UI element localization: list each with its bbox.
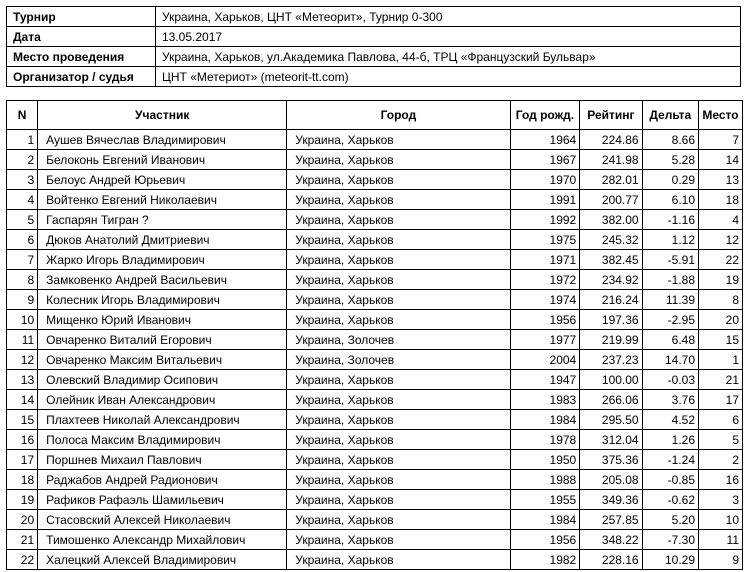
- cell-delta: 1.12: [642, 230, 698, 250]
- tournament-info-table: [6, 6, 741, 87]
- tournament-info-body: [7, 7, 741, 87]
- cell-birth-year: 1974: [510, 290, 580, 310]
- table-row: [7, 310, 743, 330]
- cell-birth-year: 1970: [510, 170, 580, 190]
- cell-city: Украина, Золочев: [287, 350, 510, 370]
- cell-place: 18: [699, 190, 743, 210]
- cell-participant: Рафиков Рафаэль Шамильевич: [38, 490, 287, 510]
- cell-delta: 10.29: [642, 550, 698, 570]
- cell-participant: Гаспарян Тигран ?: [38, 210, 287, 230]
- cell-rating: 295.50: [580, 410, 642, 430]
- cell-number: 21: [7, 530, 38, 550]
- cell-delta: 4.52: [642, 410, 698, 430]
- results-body: [7, 130, 743, 570]
- cell-delta: -0.85: [642, 470, 698, 490]
- cell-city: Украина, Харьков: [287, 530, 510, 550]
- info-value: Украина, Харьков, ул.Академика Павлова, 44-б, ТРЦ «Французский Бульвар»: [156, 47, 741, 67]
- cell-delta: 8.66: [642, 130, 698, 150]
- cell-number: 3: [7, 170, 38, 190]
- cell-rating: 245.32: [580, 230, 642, 250]
- cell-delta: -1.88: [642, 270, 698, 290]
- cell-birth-year: 1975: [510, 230, 580, 250]
- cell-rating: 228.16: [580, 550, 642, 570]
- table-row: [7, 470, 743, 490]
- cell-place: 22: [699, 250, 743, 270]
- cell-number: 7: [7, 250, 38, 270]
- info-row: [7, 7, 741, 27]
- cell-birth-year: 2004: [510, 350, 580, 370]
- cell-number: 22: [7, 550, 38, 570]
- cell-participant: Дюков Анатолий Дмитриевич: [38, 230, 287, 250]
- info-row: [7, 27, 741, 47]
- cell-delta: -0.03: [642, 370, 698, 390]
- cell-city: Украина, Харьков: [287, 290, 510, 310]
- cell-participant: Жарко Игорь Владимирович: [38, 250, 287, 270]
- cell-place: 16: [699, 470, 743, 490]
- cell-delta: 5.20: [642, 510, 698, 530]
- cell-number: 10: [7, 310, 38, 330]
- cell-participant: Плахтеев Николай Александрович: [38, 410, 287, 430]
- cell-city: Украина, Харьков: [287, 430, 510, 450]
- cell-rating: 348.22: [580, 530, 642, 550]
- cell-rating: 197.36: [580, 310, 642, 330]
- cell-city: Украина, Харьков: [287, 550, 510, 570]
- cell-rating: 100.00: [580, 370, 642, 390]
- cell-city: Украина, Харьков: [287, 250, 510, 270]
- cell-number: 8: [7, 270, 38, 290]
- cell-participant: Овчаренко Виталий Егорович: [38, 330, 287, 350]
- cell-number: 5: [7, 210, 38, 230]
- table-row: [7, 290, 743, 310]
- table-row: [7, 450, 743, 470]
- cell-city: Украина, Харьков: [287, 150, 510, 170]
- cell-number: 14: [7, 390, 38, 410]
- cell-number: 4: [7, 190, 38, 210]
- cell-delta: -2.95: [642, 310, 698, 330]
- cell-place: 5: [699, 430, 743, 450]
- cell-city: Украина, Харьков: [287, 490, 510, 510]
- cell-delta: 6.48: [642, 330, 698, 350]
- cell-birth-year: 1982: [510, 550, 580, 570]
- cell-birth-year: 1972: [510, 270, 580, 290]
- cell-place: 9: [699, 550, 743, 570]
- table-row: [7, 130, 743, 150]
- cell-number: 1: [7, 130, 38, 150]
- cell-delta: 5.28: [642, 150, 698, 170]
- header-delta: Дельта: [642, 101, 698, 130]
- header-city: Город: [287, 101, 510, 130]
- cell-city: Украина, Харьков: [287, 210, 510, 230]
- cell-participant: Войтенко Евгений Николаевич: [38, 190, 287, 210]
- cell-place: 14: [699, 150, 743, 170]
- cell-rating: 237.23: [580, 350, 642, 370]
- cell-rating: 257.85: [580, 510, 642, 530]
- cell-delta: -0.62: [642, 490, 698, 510]
- cell-birth-year: 1964: [510, 130, 580, 150]
- table-row: [7, 390, 743, 410]
- cell-rating: 241.98: [580, 150, 642, 170]
- cell-number: 19: [7, 490, 38, 510]
- info-label: Место проведения: [7, 47, 156, 67]
- cell-delta: -1.16: [642, 210, 698, 230]
- cell-city: Украина, Харьков: [287, 230, 510, 250]
- cell-birth-year: 1988: [510, 470, 580, 490]
- cell-city: Украина, Харьков: [287, 390, 510, 410]
- cell-birth-year: 1967: [510, 150, 580, 170]
- cell-city: Украина, Харьков: [287, 410, 510, 430]
- table-row: [7, 330, 743, 350]
- cell-participant: Олейник Иван Александрович: [38, 390, 287, 410]
- cell-place: 20: [699, 310, 743, 330]
- cell-place: 4: [699, 210, 743, 230]
- info-value: 13.05.2017: [156, 27, 741, 47]
- cell-participant: Аушев Вячеслав Владимирович: [38, 130, 287, 150]
- cell-rating: 224.86: [580, 130, 642, 150]
- cell-place: 7: [699, 130, 743, 150]
- cell-rating: 375.36: [580, 450, 642, 470]
- cell-rating: 234.92: [580, 270, 642, 290]
- cell-number: 13: [7, 370, 38, 390]
- cell-participant: Мищенко Юрий Иванович: [38, 310, 287, 330]
- cell-participant: Халецкий Алексей Владимирович: [38, 550, 287, 570]
- cell-city: Украина, Харьков: [287, 450, 510, 470]
- cell-delta: -7.30: [642, 530, 698, 550]
- results-header: [7, 101, 743, 130]
- cell-place: 19: [699, 270, 743, 290]
- cell-delta: 1.26: [642, 430, 698, 450]
- info-label: Дата: [7, 27, 156, 47]
- cell-number: 11: [7, 330, 38, 350]
- cell-number: 20: [7, 510, 38, 530]
- table-row: [7, 510, 743, 530]
- table-row: [7, 410, 743, 430]
- cell-city: Украина, Харьков: [287, 310, 510, 330]
- cell-rating: 382.45: [580, 250, 642, 270]
- table-row: [7, 430, 743, 450]
- cell-birth-year: 1978: [510, 430, 580, 450]
- cell-city: Украина, Харьков: [287, 270, 510, 290]
- cell-participant: Тимошенко Александр Михайлович: [38, 530, 287, 550]
- cell-place: 10: [699, 510, 743, 530]
- header-place: Место: [699, 101, 743, 130]
- table-row: [7, 350, 743, 370]
- cell-rating: 205.08: [580, 470, 642, 490]
- table-row: [7, 210, 743, 230]
- table-row: [7, 490, 743, 510]
- cell-birth-year: 1977: [510, 330, 580, 350]
- cell-number: 17: [7, 450, 38, 470]
- cell-number: 15: [7, 410, 38, 430]
- header-number: N: [7, 101, 38, 130]
- cell-place: 13: [699, 170, 743, 190]
- table-row: [7, 190, 743, 210]
- table-row: [7, 370, 743, 390]
- cell-participant: Раджабов Андрей Радионович: [38, 470, 287, 490]
- cell-city: Украина, Харьков: [287, 190, 510, 210]
- cell-delta: -1.24: [642, 450, 698, 470]
- cell-delta: 3.76: [642, 390, 698, 410]
- cell-participant: Замковенко Андрей Васильевич: [38, 270, 287, 290]
- cell-birth-year: 1955: [510, 490, 580, 510]
- cell-place: 17: [699, 390, 743, 410]
- cell-place: 11: [699, 530, 743, 550]
- info-value: ЦНТ «Метериот» (meteorit-tt.com): [156, 67, 741, 87]
- info-label: Турнир: [7, 7, 156, 27]
- cell-participant: Полоса Максим Владимирович: [38, 430, 287, 450]
- cell-number: 9: [7, 290, 38, 310]
- cell-number: 18: [7, 470, 38, 490]
- cell-birth-year: 1983: [510, 390, 580, 410]
- info-label: Организатор / судья: [7, 67, 156, 87]
- cell-birth-year: 1991: [510, 190, 580, 210]
- results-header-row: [7, 101, 743, 130]
- cell-birth-year: 1971: [510, 250, 580, 270]
- cell-rating: 216.24: [580, 290, 642, 310]
- results-table: [6, 100, 743, 570]
- cell-birth-year: 1992: [510, 210, 580, 230]
- cell-birth-year: 1956: [510, 310, 580, 330]
- cell-rating: 382.00: [580, 210, 642, 230]
- cell-delta: -5.91: [642, 250, 698, 270]
- info-value: Украина, Харьков, ЦНТ «Метеорит», Турнир 0-300: [156, 7, 741, 27]
- cell-rating: 349.36: [580, 490, 642, 510]
- cell-city: Украина, Золочев: [287, 330, 510, 350]
- cell-birth-year: 1947: [510, 370, 580, 390]
- table-row: [7, 230, 743, 250]
- info-row: [7, 67, 741, 87]
- cell-place: 15: [699, 330, 743, 350]
- cell-participant: Поршнев Михаил Павлович: [38, 450, 287, 470]
- cell-city: Украина, Харьков: [287, 470, 510, 490]
- cell-place: 21: [699, 370, 743, 390]
- cell-delta: 6.10: [642, 190, 698, 210]
- cell-place: 8: [699, 290, 743, 310]
- cell-birth-year: 1984: [510, 510, 580, 530]
- cell-participant: Стасовский Алексей Николаевич: [38, 510, 287, 530]
- cell-delta: 0.29: [642, 170, 698, 190]
- cell-participant: Овчаренко Максим Витальевич: [38, 350, 287, 370]
- cell-delta: 11.39: [642, 290, 698, 310]
- cell-participant: Белоконь Евгений Иванович: [38, 150, 287, 170]
- info-row: [7, 47, 741, 67]
- cell-participant: Олевский Владимир Осипович: [38, 370, 287, 390]
- cell-rating: 219.99: [580, 330, 642, 350]
- cell-city: Украина, Харьков: [287, 130, 510, 150]
- cell-participant: Колесник Игорь Владимирович: [38, 290, 287, 310]
- cell-rating: 282.01: [580, 170, 642, 190]
- table-row: [7, 170, 743, 190]
- cell-place: 2: [699, 450, 743, 470]
- cell-number: 2: [7, 150, 38, 170]
- table-row: [7, 150, 743, 170]
- table-row: [7, 530, 743, 550]
- header-participant: Участник: [38, 101, 287, 130]
- cell-city: Украина, Харьков: [287, 170, 510, 190]
- cell-rating: 312.04: [580, 430, 642, 450]
- cell-number: 12: [7, 350, 38, 370]
- cell-place: 12: [699, 230, 743, 250]
- cell-birth-year: 1950: [510, 450, 580, 470]
- cell-number: 16: [7, 430, 38, 450]
- cell-birth-year: 1956: [510, 530, 580, 550]
- header-rating: Рейтинг: [580, 101, 642, 130]
- table-row: [7, 250, 743, 270]
- cell-rating: 200.77: [580, 190, 642, 210]
- table-row: [7, 270, 743, 290]
- cell-delta: 14.70: [642, 350, 698, 370]
- cell-rating: 266.06: [580, 390, 642, 410]
- cell-birth-year: 1984: [510, 410, 580, 430]
- cell-place: 6: [699, 410, 743, 430]
- cell-city: Украина, Харьков: [287, 510, 510, 530]
- cell-city: Украина, Харьков: [287, 370, 510, 390]
- cell-place: 3: [699, 490, 743, 510]
- header-birth-year: Год рожд.: [510, 101, 580, 130]
- cell-place: 1: [699, 350, 743, 370]
- cell-number: 6: [7, 230, 38, 250]
- cell-participant: Белоус Андрей Юрьевич: [38, 170, 287, 190]
- table-row: [7, 550, 743, 570]
